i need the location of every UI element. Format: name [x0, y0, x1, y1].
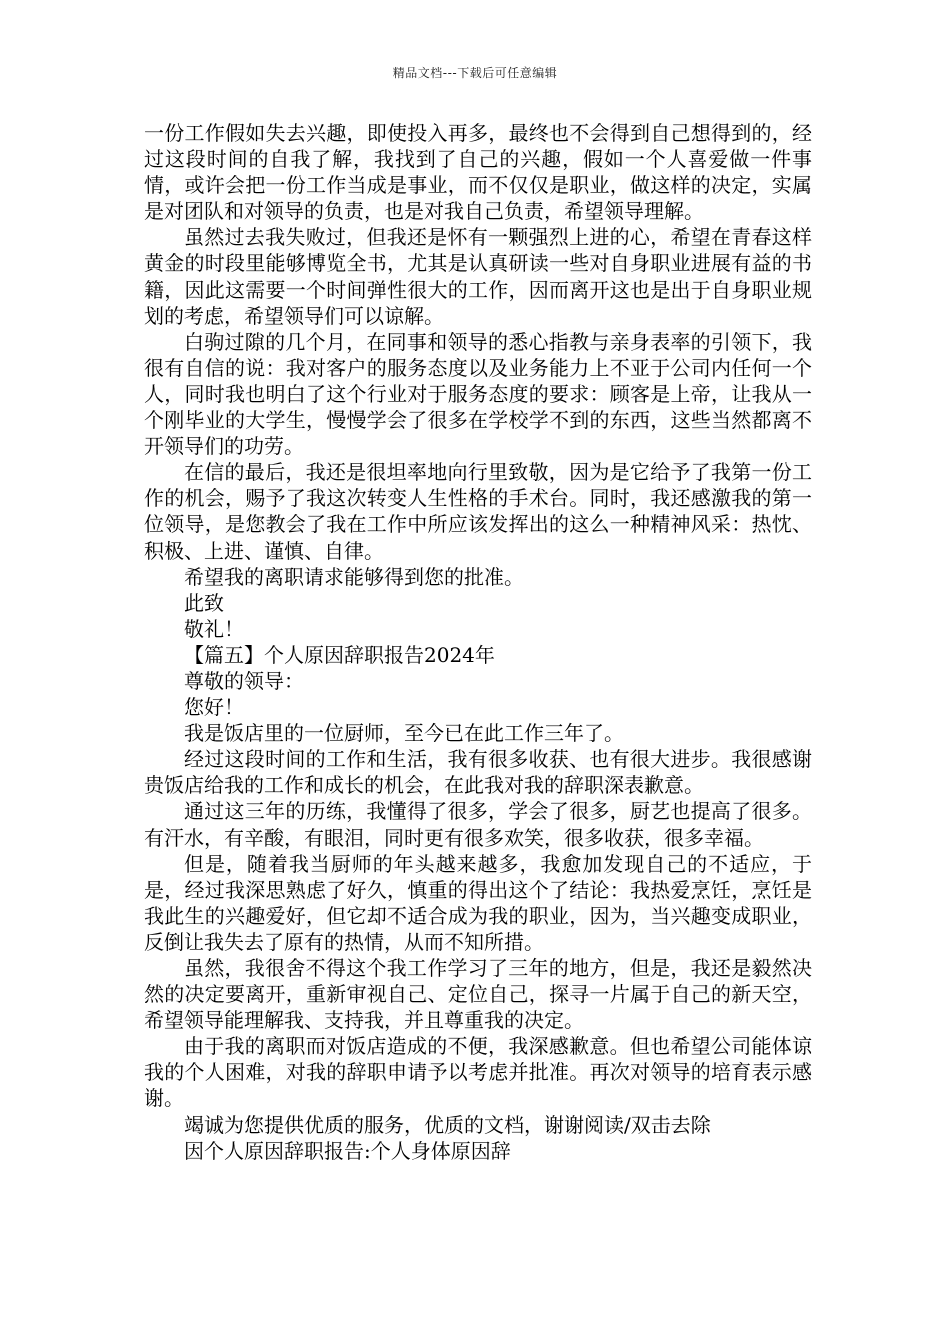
paragraph: 一份工作假如失去兴趣，即使投入再多，最终也不会得到自己想得到的，经过这段时间的自我了解，我找到了自己的兴趣，假如一个人喜爱做一件事情，或许会把一份工作当成是事业，而不仅仅是职业，做这样的决定，实属是对团队和对领导的负责，也是对我自己负责，希望领导理解。	[144, 121, 812, 224]
footer-note: 竭诚为您提供优质的服务，优质的文档，谢谢阅读/双击去除	[184, 1112, 711, 1137]
footer-note: 因个人原因辞职报告:个人身体原因辞	[184, 1138, 511, 1163]
paragraph: 通过这三年的历练，我懂得了很多，学会了很多，厨艺也提高了很多。有汗水，有辛酸，有眼泪，同时更有很多欢笑，很多收获，很多幸福。	[144, 799, 812, 850]
greeting: 您好！	[184, 695, 244, 720]
paragraph: 由于我的离职而对饭店造成的不便，我深感歉意。但也希望公司能体谅我的个人困难，对我的辞职申请予以考虑并批准。再次对领导的培育表示感谢。	[144, 1034, 812, 1111]
closing-salutation: 此致	[184, 590, 224, 615]
paragraph: 经过这段时间的工作和生活，我有很多收获、也有很大进步。我很感谢贵饭店给我的工作和成长的机会，在此我对我的辞职深表歉意。	[144, 747, 812, 798]
paragraph: 但是，随着我当厨师的年头越来越多，我愈加发现自己的不适应，于是，经过我深思熟虑了好久，慎重的得出这个了结论：我热爱烹饪，烹饪是我此生的兴趣爱好，但它却不适合成为我的职业，因为，当兴趣变成职业，反倒让我失去了原有的热情，从而不知所措。	[144, 851, 812, 954]
page-header: 精品文档---下载后可任意编辑	[392, 66, 558, 80]
greeting-recipient: 尊敬的领导：	[184, 668, 304, 693]
paragraph: 在信的最后，我还是很坦率地向行里致敬，因为是它给予了我第一份工作的机会，赐予了我这次转变人生性格的手术台。同时，我还感激我的第一位领导，是您教会了我在工作中所应该发挥出的这么一种精神风采：热忱、积极、上进、谨慎、自律。	[144, 460, 812, 563]
document-body	[144, 120, 812, 1164]
paragraph: 我是饭店里的一位厨师，至今已在此工作三年了。	[184, 721, 624, 746]
closing-regards: 敬礼！	[184, 616, 244, 641]
paragraph: 白驹过隙的几个月，在同事和领导的悉心指教与亲身表率的引领下，我很有自信的说：我对客户的服务态度以及业务能力上不亚于公司内任何一个人，同时我也明白了这个行业对于服务态度的要求：顾客是上帝，让我从一个刚毕业的大学生，慢慢学会了很多在学校学不到的东西，这些当然都离不开领导们的功劳。	[144, 329, 812, 459]
paragraph: 虽然，我很舍不得这个我工作学习了三年的地方，但是，我还是毅然决然的决定要离开，重新审视自己、定位自己，探寻一片属于自己的新天空，希望领导能理解我、支持我，并且尊重我的决定。	[144, 956, 812, 1033]
section-title: 【篇五】个人原因辞职报告2024年	[184, 642, 495, 667]
paragraph: 希望我的离职请求能够得到您的批准。	[184, 564, 524, 589]
paragraph: 虽然过去我失败过，但我还是怀有一颗强烈上进的心，希望在青春这样黄金的时段里能够博览全书，尤其是认真研读一些对自身职业进展有益的书籍，因此这需要一个时间弹性很大的工作，因而离开这也是出于自身职业规划的考虑，希望领导们可以谅解。	[144, 225, 812, 328]
